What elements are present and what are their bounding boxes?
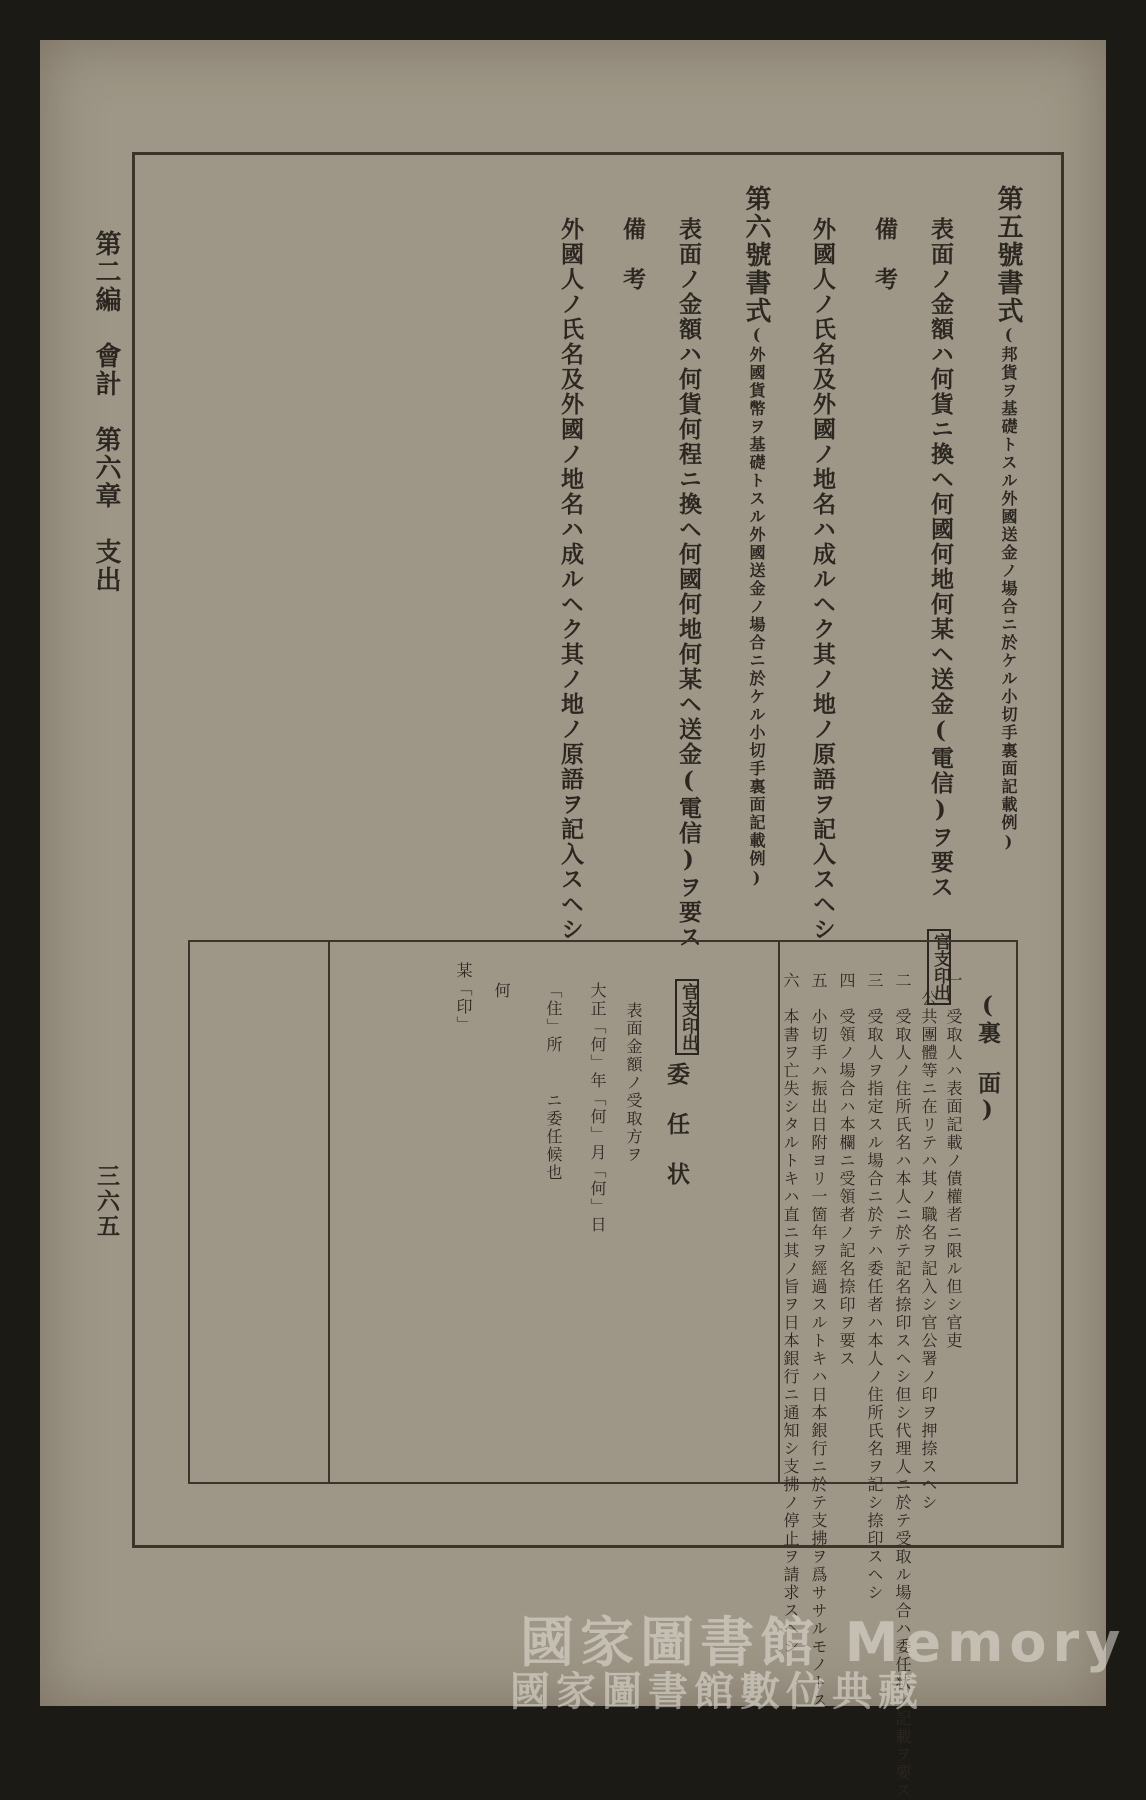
form6-remarks: 外國人ノ氏名及外國ノ地名ハ成ルヘク其ノ地ノ原語ヲ記入スヘシ bbox=[557, 217, 584, 942]
delegation-body3: ニ委任候也 bbox=[544, 1092, 563, 1182]
note-4: 四 受領ノ場合ハ本欄ニ受領者ノ記名捺印ヲ要ス bbox=[837, 972, 856, 1368]
delegation-signer1: 何 bbox=[492, 982, 511, 1000]
delegation-signer2: 某「印」 bbox=[454, 962, 473, 1034]
form5-remarks: 外國人ノ氏名及外國ノ地名ハ成ルヘク其ノ地ノ原語ヲ記入スヘシ bbox=[809, 217, 836, 942]
delegation-body2: 「住」所 bbox=[544, 982, 563, 1054]
delegation-title: 委 任 状 bbox=[663, 1062, 690, 1187]
reverse-header: (裏 面) bbox=[974, 992, 1001, 1125]
form6-title: 第六號書式(外國貨幣ヲ基礎トスル外國送金ノ場合ニ於ケル小切手裏面記載例) bbox=[741, 185, 771, 889]
delegation-body1: 表面金額ノ受取方ヲ bbox=[624, 1002, 643, 1164]
library-watermark: 國家圖書館 Memory bbox=[520, 1611, 1127, 1674]
form6-seal: 官支印出 bbox=[675, 979, 699, 1055]
note-6: 六 本書ヲ亡失シタルトキハ直ニ其ノ旨ヲ日本銀行ニ通知シ支拂ノ停止ヲ請求スヘシ bbox=[781, 972, 800, 1656]
note-3: 三 受取人ヲ指定スル場合ニ於テハ委任者ハ本人ノ住所氏名ヲ記シ捺印スヘシ bbox=[865, 972, 884, 1602]
form5-seal: 官支印出 bbox=[927, 929, 951, 1005]
note-1b: 公共團體等ニ在リテハ其ノ職名ヲ記入シ官公署ノ印ヲ押捺スヘシ bbox=[919, 990, 938, 1512]
note-1: 一 受取人ハ表面記載ノ債權者ニ限ル但シ官吏 bbox=[944, 972, 963, 1350]
note-2: 二 受取人ノ住所氏名ハ本人ニ於テ記名捺印スヘシ但シ代理人ニ於テ受取ル場合ハ委任状ノ記載ヲ要ス bbox=[893, 972, 912, 1800]
scanned-page bbox=[40, 40, 1127, 1800]
note-5: 五 小切手ハ振出日附ヨリ一箇年ヲ經過スルトキハ日本銀行ニ於テ支拂ヲ爲ササルモノトス bbox=[809, 972, 828, 1710]
form-divider bbox=[328, 942, 330, 1482]
form5-remarks-label: 備 考 bbox=[871, 217, 898, 292]
running-head: 第二編 會計 第六章 支出 bbox=[91, 230, 121, 594]
delegation-date: 大正「何」年「何」月「何」日 bbox=[588, 982, 607, 1234]
form5-title: 第五號書式(邦貨ヲ基礎トスル外國送金ノ場合ニ於ケル小切手裏面記載例) bbox=[993, 185, 1023, 853]
library-watermark-2: 國家圖書館數位典藏 bbox=[510, 1669, 924, 1715]
form5-face-line: 表面ノ金額ハ何貨ニ換ヘ何國何地何某ヘ送金(電信)ヲ要ス 官支印出 bbox=[924, 217, 957, 1005]
form6-remarks-label: 備 考 bbox=[619, 217, 646, 292]
page-number: 三六五 bbox=[93, 1164, 120, 1239]
form6-face-line: 表面ノ金額ハ何貨何程ニ換ヘ何國何地何某ヘ送金(電信)ヲ要ス 官支印出 bbox=[672, 217, 705, 1055]
